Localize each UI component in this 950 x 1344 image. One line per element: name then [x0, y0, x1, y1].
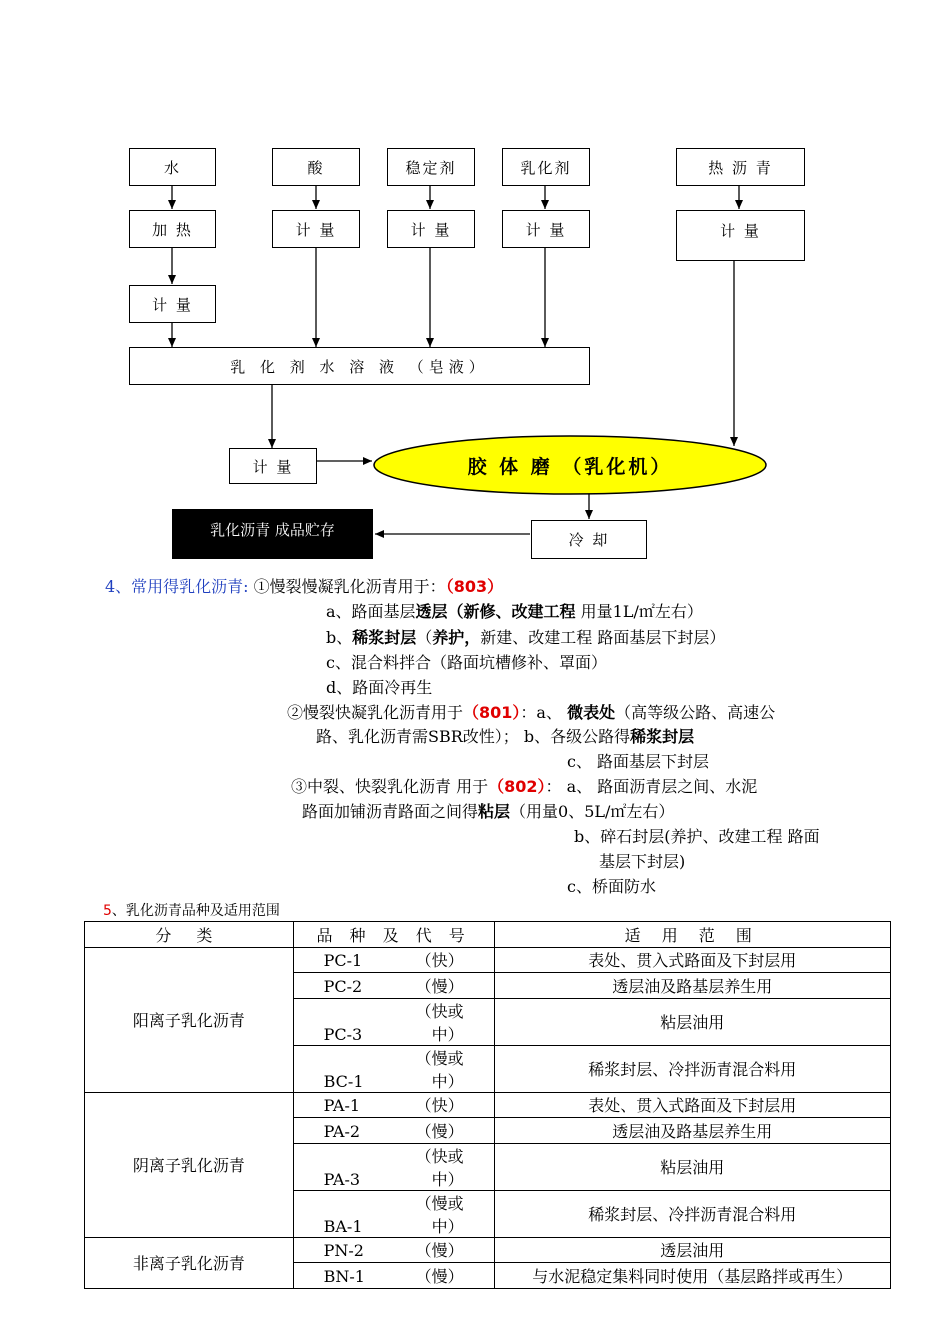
- table-row: [85, 1092, 891, 1118]
- soap-solution-box: 乳 化 剂 水 溶 液 （皂液）: [129, 347, 590, 385]
- table-row: [85, 1237, 891, 1263]
- code-cell: [293, 998, 494, 1045]
- p2-c: c、 路面基层下封层: [567, 752, 710, 771]
- emulsion-code: PA-3: [323, 1169, 361, 1189]
- table-body: [85, 947, 891, 1288]
- use-cell: 透层油用: [494, 1237, 890, 1263]
- p1-a-pre: a、路面基层: [326, 602, 416, 621]
- acid-meter-box: 计 量: [272, 210, 360, 248]
- emulsion-code: BC-1: [323, 1071, 364, 1091]
- p2-a-pre: ：a、: [520, 703, 568, 722]
- code-cell: [293, 1190, 494, 1237]
- code-cell: [293, 1263, 494, 1289]
- p1-lead: ①慢裂慢凝乳化沥青用于：: [253, 577, 446, 596]
- emulsion-speed: （快或中）: [415, 1146, 464, 1189]
- colloid-mill-label: 胶 体 磨 （乳化机）: [467, 455, 673, 478]
- p3-lead: ③中裂、快裂乳化沥青 用于: [291, 777, 489, 796]
- use-cell: 稀浆封层、冷拌沥青混合料用: [494, 1190, 890, 1237]
- category-cell: 阳离子乳化沥青: [85, 947, 294, 1092]
- p2-a-post: （高等级公路、高速公: [615, 703, 776, 722]
- p1-a-post: 用量1L/㎡左右）: [575, 602, 703, 621]
- p1-a: [326, 599, 703, 622]
- p3-line2-pre: 路面加铺沥青路面之间得: [302, 802, 479, 821]
- sec5-heading-number: 5: [103, 903, 112, 919]
- use-cell: 透层油及路基层养生用: [494, 973, 890, 999]
- use-cell: 与水泥稳定集料同时使用（基层路拌或再生）: [494, 1263, 890, 1289]
- heat-box: 加 热: [129, 210, 216, 248]
- emulsion-speed: （慢）: [415, 1241, 464, 1261]
- cooling-box: 冷 却: [531, 520, 647, 559]
- p3-line2-post: （用量0、5L/㎡左右）: [510, 802, 675, 821]
- p3-a: ： a、 路面沥青层之间、水泥: [545, 777, 758, 796]
- header-code: 品 种 及 代 号: [293, 922, 494, 948]
- emulsion-code: PN-2: [323, 1241, 364, 1261]
- sec5-heading: [103, 900, 280, 920]
- p1-b-bold1: 稀浆封层: [352, 628, 417, 647]
- use-cell: 表处、贯入式路面及下封层用: [494, 1092, 890, 1118]
- emulsion-catalog-table: [84, 921, 891, 1289]
- sec4-line1: [105, 574, 503, 597]
- emulsion-speed: （快或中）: [415, 1001, 464, 1044]
- p1-c: c、混合料拌合（路面坑槽修补、罩面）: [326, 653, 607, 672]
- code-cell: [293, 973, 494, 999]
- acid-box: 酸: [272, 148, 360, 186]
- table-row: [85, 947, 891, 973]
- emulsion-code: PC-3: [323, 1024, 363, 1044]
- stabilizer-meter-box: 计 量: [387, 210, 475, 248]
- category-cell: 阴离子乳化沥青: [85, 1092, 294, 1237]
- p2-line2-pre: 路、乳化沥青需SBR改性）； b、各级公路得: [316, 727, 631, 746]
- emulsion-code: PA-2: [323, 1121, 361, 1141]
- p3-code: （802）: [488, 777, 546, 796]
- code-cell: [293, 1118, 494, 1144]
- code-cell: [293, 1045, 494, 1092]
- header-use: 适 用 范 围: [494, 922, 890, 948]
- emulsion-code: BN-1: [323, 1266, 365, 1286]
- p2-line1: [287, 700, 775, 723]
- emulsifier-box: 乳化剂: [502, 148, 590, 186]
- table-header-row: [85, 922, 891, 948]
- water-box: 水: [129, 148, 216, 186]
- p2-a-bold: 微表处: [567, 703, 616, 722]
- p3-line1: [291, 774, 757, 797]
- p3-line2-bold: 粘层: [478, 802, 511, 821]
- use-cell: 透层油及路基层养生用: [494, 1118, 890, 1144]
- code-cell: [293, 1143, 494, 1190]
- asphalt-meter-box: 计 量: [676, 210, 805, 261]
- hot-asphalt-box: 热 沥 青: [676, 148, 805, 186]
- use-cell: 粘层油用: [494, 998, 890, 1045]
- p2-lead: ②慢裂快凝乳化沥青用于: [287, 703, 464, 722]
- p1-b: [326, 625, 725, 648]
- p3-b1: b、碎石封层(养护、改建工程 路面: [574, 827, 820, 846]
- emulsion-code: PC-1: [323, 951, 363, 971]
- p2-code: （801）: [463, 703, 521, 722]
- p3-b2: 基层下封层): [599, 852, 686, 871]
- emulsion-speed: （慢）: [415, 976, 464, 996]
- emulsion-code: PC-2: [323, 976, 363, 996]
- emulsifier-meter-box: 计 量: [502, 210, 590, 248]
- emulsion-code: BA-1: [323, 1216, 363, 1236]
- emulsion-speed: （快）: [415, 1096, 464, 1116]
- p1-b-mid: （: [416, 628, 433, 647]
- header-category: 分 类: [85, 922, 294, 948]
- p3-line2: [302, 799, 674, 822]
- use-cell: 稀浆封层、冷拌沥青混合料用: [494, 1045, 890, 1092]
- use-cell: 表处、贯入式路面及下封层用: [494, 947, 890, 973]
- emulsion-speed: （慢）: [415, 1121, 464, 1141]
- water-meter-box: 计 量: [129, 285, 216, 323]
- p1-b-pre: b、: [326, 628, 353, 647]
- product-storage-box: 乳化沥青 成品贮存: [172, 509, 373, 559]
- emulsion-code: PA-1: [323, 1096, 361, 1116]
- code-cell: [293, 1092, 494, 1118]
- sec5-heading-text: 、乳化沥青品种及适用范围: [111, 903, 280, 919]
- code-cell: [293, 947, 494, 973]
- emulsion-speed: （慢）: [415, 1266, 464, 1286]
- p1-b-post: 新建、改建工程 路面基层下封层）: [480, 628, 726, 647]
- p3-c: c、桥面防水: [567, 877, 656, 896]
- p1-code: （803）: [445, 577, 504, 596]
- code-cell: [293, 1237, 494, 1263]
- category-cell: 非离子乳化沥青: [85, 1237, 294, 1288]
- solution-meter-box: 计 量: [229, 448, 317, 484]
- stabilizer-box: 稳定剂: [387, 148, 475, 186]
- emulsion-speed: （慢或中）: [415, 1193, 464, 1236]
- sec4-heading: 4、常用得乳化沥青:: [105, 577, 249, 596]
- p2-line2-bold: 稀浆封层: [630, 727, 695, 746]
- p2-line2: [316, 724, 694, 747]
- p1-a-bold: 透层（新修、改建工程: [415, 602, 576, 621]
- emulsion-speed: （快）: [415, 951, 464, 971]
- emulsion-speed: （慢或中）: [415, 1048, 464, 1091]
- p1-b-bold2: 养护，: [432, 628, 481, 647]
- p1-d: d、路面冷再生: [326, 678, 433, 697]
- use-cell: 粘层油用: [494, 1143, 890, 1190]
